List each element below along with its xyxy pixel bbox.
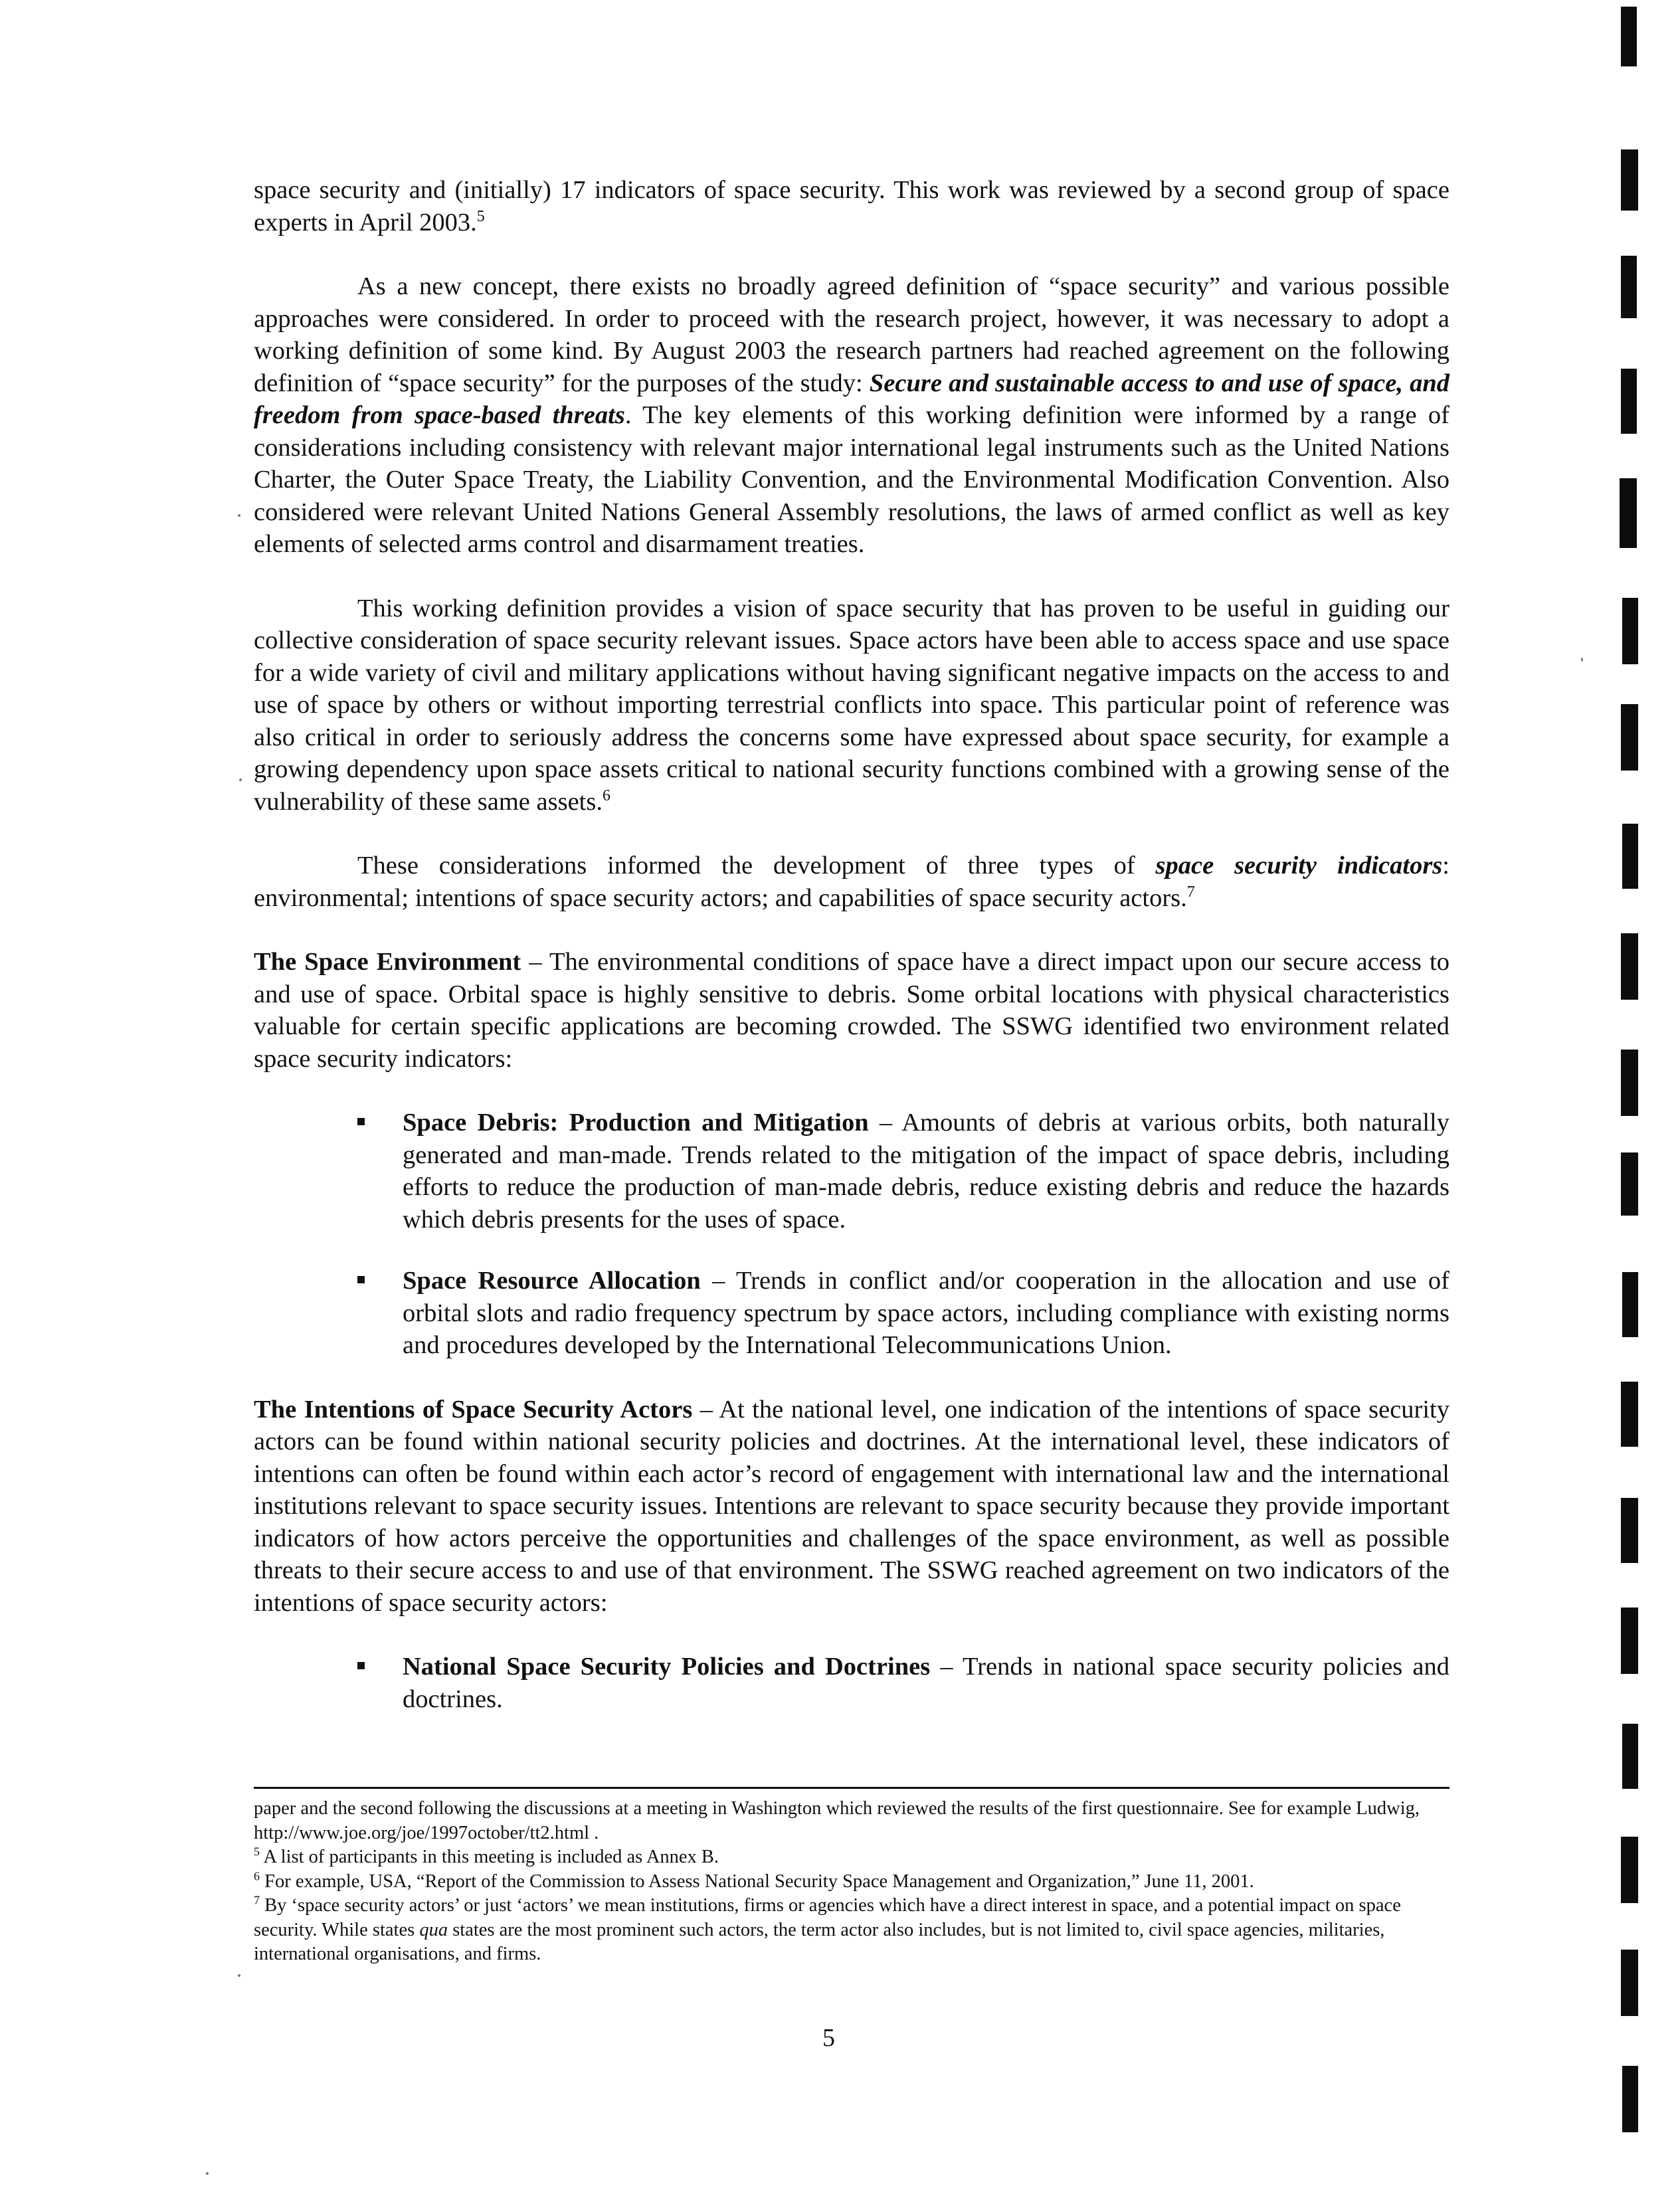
binder-hole-mark: [1621, 1950, 1638, 2016]
footnote-7: [254, 1894, 1449, 1967]
paragraph-text: These considerations informed the development of three types of: [357, 852, 1156, 879]
paragraph-definition: [254, 270, 1449, 561]
list-item: [254, 1107, 1449, 1236]
list-item-text: – Trends in national space security policies and doctrines.: [403, 1653, 1450, 1713]
binder-hole-mark: [1621, 1837, 1638, 1903]
binder-hole-mark: [1621, 369, 1637, 434]
binder-hole-mark: [1622, 1272, 1638, 1337]
binder-hole-mark: [1621, 1050, 1638, 1116]
binder-hole-mark: [1621, 149, 1638, 211]
section-intentions: [254, 1394, 1449, 1619]
indicators-term: space security indicators: [1155, 852, 1443, 879]
binder-hole-mark: [1622, 824, 1638, 889]
footnote-5: [254, 1845, 1449, 1870]
list-item-text: – Amounts of debris at various orbits, both naturally generated and man-made. Trends related to the mitigation of the impact of space debris, including efforts to reduce the production of man-made debris, reduce existing debris and reduce the hazards which debris presents for the uses of space.: [403, 1109, 1449, 1234]
footnote-divider: [254, 1787, 1449, 1789]
intentions-indicator-list: [254, 1651, 1449, 1715]
section-heading: The Intentions of Space Security Actors: [254, 1395, 693, 1424]
bullet-icon: [357, 1662, 365, 1669]
scan-speck: [206, 2172, 209, 2175]
scan-speck: [1581, 658, 1583, 662]
scan-speck: [239, 779, 242, 781]
paragraph-text: This working definition provides a vision of space security that has proven to be useful in guiding our collective consideration of space security relevant issues. Space actors have been able to access space and use space for a wide variety of civil and military applications without having significant negative impacts on the access to and use of space by others or without importing terrestrial conflicts into space. This particular point of reference was also critical in order to seriously address the concerns some have expressed about space security, for example a growing dependency upon space assets critical to national security functions combined with a growing sense of the vulnerability of these same assets.: [254, 594, 1449, 816]
list-item-term: National Space Security Policies and Doctrines: [403, 1653, 931, 1681]
footnote-number: 7: [254, 1893, 260, 1907]
footnote-text: For example, USA, “Report of the Commission to Assess National Security Space Management and Organization,” June 11, 2001.: [260, 1871, 1254, 1892]
paragraph-indicators: [254, 850, 1449, 914]
paragraph-text: space security and (initially) 17 indicators of space security. This work was reviewed by a second group of space experts in April 2003.: [254, 176, 1449, 236]
binder-hole-mark: [1622, 2066, 1638, 2132]
binder-hole-mark: [1620, 478, 1637, 548]
footnote-ref: 5: [476, 207, 485, 225]
binder-hole-mark: [1621, 933, 1638, 1000]
paragraph-text: As a new concept, there exists no broadly agreed definition of “space security” and various possible approaches were considered. In order to proceed with the research project, however, it was necessary to adopt a working definition of some kind. By August 2003 the research partners had reached agreement on the following definition of “space security” for the purposes of the study:: [254, 272, 1449, 397]
paragraph-continuation: [254, 174, 1449, 238]
binder-hole-mark: [1622, 1724, 1638, 1789]
page-number: 5: [822, 2024, 835, 2052]
footnote-number: 5: [254, 1845, 260, 1859]
binder-hole-mark: [1621, 256, 1637, 318]
binder-hole-mark: [1621, 1152, 1638, 1216]
footnote-emphasis: qua: [419, 1919, 448, 1940]
paragraph-vision: [254, 593, 1449, 818]
footnote-ref: 7: [1186, 883, 1195, 901]
scan-speck: [238, 514, 240, 517]
footnote-6: [254, 1870, 1449, 1894]
section-heading: The Space Environment: [254, 948, 521, 976]
binder-hole-mark: [1622, 598, 1638, 664]
footnote-text: states are the most prominent such actors, the term actor also includes, but is not limited to, civil space agencies, militaries, international organisations, and firms.: [254, 1919, 1385, 1964]
binder-hole-mark: [1621, 1498, 1638, 1563]
footnote-text: paper and the second following the discussions at a meeting in Washington which reviewed the results of the first questionnaire. See for example Ludwig, http://www.joe.org/joe/1997october/tt2.html .: [254, 1798, 1420, 1843]
list-item-term: Space Resource Allocation: [403, 1267, 701, 1295]
list-item: [254, 1651, 1449, 1715]
footnote-number: 6: [254, 1869, 260, 1883]
footnote-text: A list of participants in this meeting is included as Annex B.: [260, 1847, 719, 1867]
paragraph-text: : environmental; intentions of space security actors; and capabilities of space security actors.: [254, 852, 1449, 912]
paragraph-text: . The key elements of this working definition were informed by a range of considerations including consistency with relevant major international legal instruments such as the United Nations Charter, the Outer Space Treaty, the Liability Convention, and the Environmental Modification Convention. Also considered were relevant United Nations General Assembly resolutions, the laws of armed conflict as well as key elements of selected arms control and disarmament treaties.: [254, 401, 1449, 558]
section-text: – The environmental conditions of space have a direct impact upon our secure access to and use of space. Orbital space is highly sensitive to debris. Some orbital locations with physical characteristics valuable for certain specific applications are becoming crowded. The SSWG identified two environment related space security indicators:: [254, 948, 1449, 1073]
section-text: – At the national level, one indication of the intentions of space security actors can be found within national security policies and doctrines. At the international level, these indicators of intentions can often be found within each actor’s record of engagement with international law and the international institutions relevant to space security issues. Intentions are relevant to space security because they provide important indicators of how actors perceive the opportunities and challenges of the space environment, as well as possible threats to their secure access to and use of that environment. The SSWG reached agreement on two indicators of the intentions of space security actors:: [254, 1395, 1449, 1617]
list-item-text: – Trends in conflict and/or cooperation in the allocation and use of orbital slots and radio frequency spectrum by space actors, including compliance with existing norms and procedures developed by the International Telecommunications Union.: [403, 1267, 1449, 1359]
list-item-term: Space Debris: Production and Mitigation: [403, 1109, 869, 1137]
list-item: [254, 1265, 1449, 1362]
footnote-continuation: [254, 1797, 1449, 1845]
scan-speck: [238, 1974, 240, 1977]
footnote-ref: 6: [602, 786, 610, 804]
definition-text: Secure and sustainable access to and use of space, and freedom from space-based threats: [254, 369, 1450, 429]
footnote-text: By ‘space security actors’ or just ‘actors’ we mean institutions, firms or agencies which have a direct interest in space, and a potential impact on space security. While states: [254, 1895, 1401, 1940]
environment-indicator-list: [254, 1107, 1449, 1362]
section-space-environment: [254, 946, 1449, 1075]
binder-hole-mark: [1621, 1382, 1638, 1447]
binder-hole-mark: [1621, 7, 1637, 66]
bullet-icon: [357, 1118, 365, 1125]
body-text: [254, 174, 1449, 1715]
binder-hole-mark: [1621, 1608, 1638, 1674]
footnotes: [254, 1797, 1449, 1967]
bullet-icon: [357, 1276, 365, 1283]
binder-hole-mark: [1621, 704, 1638, 771]
